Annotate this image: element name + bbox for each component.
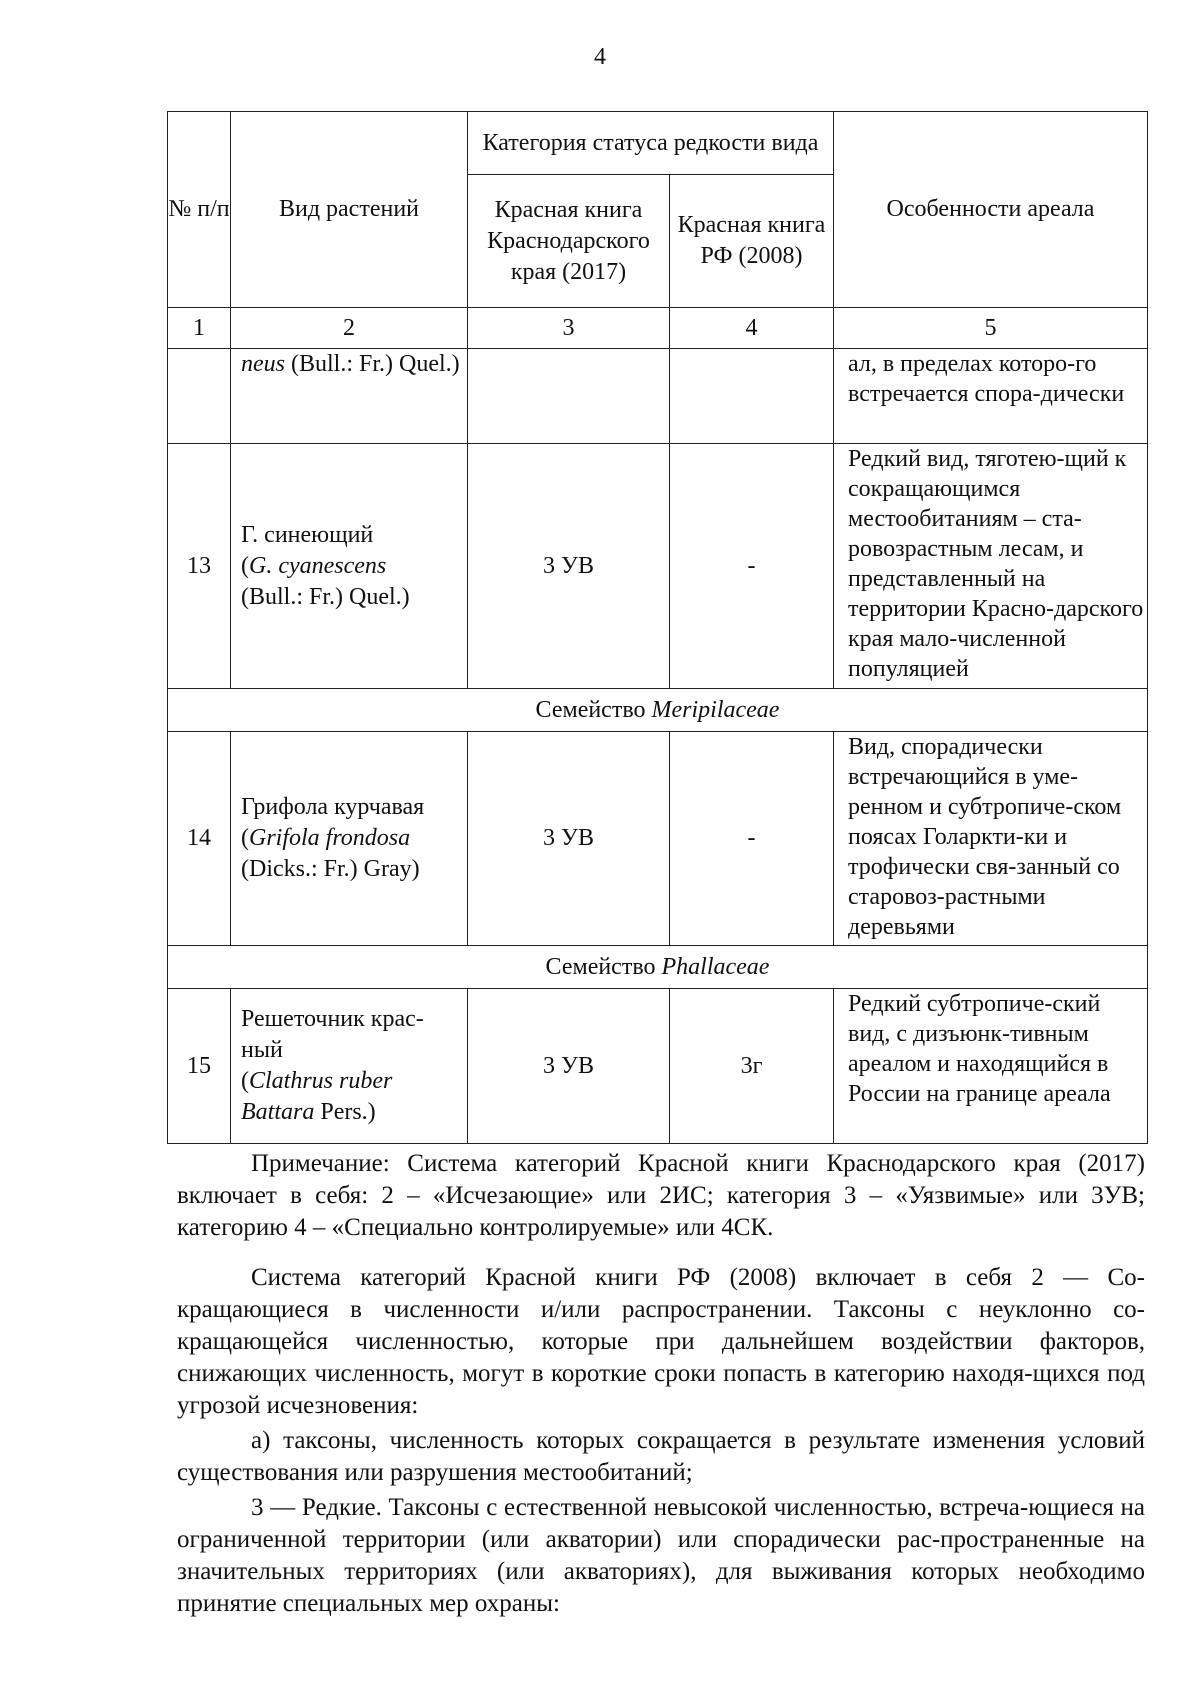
col-number: 5	[834, 308, 1148, 349]
col-number: 3	[468, 308, 670, 349]
column-numbers-row	[168, 308, 1148, 349]
species-name: Решеточник крас-ный (Clathrus ruber Battara Pers.)	[231, 989, 468, 1144]
range-description: Вид, спорадически встречающийся в уме-ренном и субтропиче-ском поясах Голаркти-ки и трофически свя-занный со старовоз-растными деревьями	[834, 732, 1148, 946]
red-book-rf-category: -	[670, 444, 834, 689]
species-author: (Bull.: Fr.) Quel.)	[241, 583, 410, 610]
range-description: Редкий вид, тяготею-щий к сокращающимся местообитаниям – ста-ровозрастным лесам, и представленный на территории Красно-дарского края мало-численной популяцией	[834, 444, 1148, 689]
species-latin: Grifola frondosa	[249, 825, 411, 851]
species-name	[231, 349, 468, 444]
row-num: 14	[168, 732, 231, 946]
family-row	[168, 689, 1148, 732]
species-latin: neus	[241, 351, 285, 377]
paragraph: Система категорий Красной книги РФ (2008) включает в себя 2 — Со-кращающиеся в численности и/или распространении. Таксоны с неуклонно со-кращающейся численностью, которые при дальнейшем воздействии факторов, снижающих численность, могут в короткие сроки попасть в категорию находя-щихся под угрозой исчезновения:	[177, 1264, 1145, 1419]
species-latin: Clathrus ruber Battara	[241, 1068, 393, 1125]
table-row	[168, 444, 1148, 689]
red-book-krasnodar-category: 3 УВ	[468, 732, 670, 946]
family-prefix: Семейство	[535, 696, 652, 723]
header-status-group: Категория статуса редкости вида	[468, 112, 834, 175]
species-common: Г. синеющий	[241, 521, 374, 548]
col-number: 4	[670, 308, 834, 349]
table-row	[168, 732, 1148, 946]
table-row	[168, 989, 1148, 1144]
row-num: 15	[168, 989, 231, 1144]
family-prefix: Семейство	[545, 953, 662, 980]
species-name: Г. синеющий (G. cyanescens (Bull.: Fr.) Quel.)	[231, 444, 468, 689]
table-row-continuation	[168, 349, 1148, 444]
family-name: Phallaceae	[661, 953, 770, 980]
page-number: 4	[594, 44, 606, 70]
species-common: Решеточник крас-ный	[241, 1006, 424, 1063]
red-book-krasnodar-category: 3 УВ	[468, 444, 670, 689]
range-description: Редкий субтропиче-ский вид, с дизъюнк-тивным ареалом и находящийся в России на границе ареала	[834, 989, 1148, 1144]
header-range: Особенности ареала	[834, 112, 1148, 308]
header-red-book-krasnodar: Красная книга Краснодарского края (2017)	[468, 175, 670, 308]
paragraph: а) таксоны, численность которых сокращается в результате изменения условий существования или разрушения местообитаний;	[177, 1427, 1145, 1486]
header-species: Вид растений	[231, 112, 468, 308]
col-number: 2	[231, 308, 468, 349]
species-latin: G. cyanescens	[249, 552, 387, 579]
family-row	[168, 946, 1148, 989]
species-author: Pers.)	[314, 1099, 376, 1125]
red-book-krasnodar-category: 3 УВ	[468, 989, 670, 1144]
row-num: 13	[168, 444, 231, 689]
species-author: (Dicks.: Fr.) Gray)	[241, 856, 420, 882]
red-book-rf-category: -	[670, 732, 834, 946]
species-common: Грифола курчавая	[241, 794, 425, 820]
header-red-book-rf: Красная книга РФ (2008)	[670, 175, 834, 308]
note-paragraph: Примечание: Система категорий Красной книги Краснодарского края (2017) включает в себя: 2 – «Исчезающие» или 2ИС; категория 3 – «Уязвимые» или 3УВ; категорию 4 – «Специально контролируемые» или 4СК.	[177, 1150, 1145, 1241]
range-description: ал, в пределах которо-го встречается спора-дически	[834, 349, 1148, 444]
header-num: № п/п	[168, 112, 231, 308]
rare-species-table	[167, 111, 1148, 1144]
species-author: (Bull.: Fr.) Quel.)	[285, 351, 460, 377]
body-text	[177, 1148, 1145, 1620]
species-name: Грифола курчавая (Grifola frondosa (Dicks.: Fr.) Gray)	[231, 732, 468, 946]
paragraph: 3 — Редкие. Таксоны с естественной невысокой численностью, встреча-ющиеся на ограниченной территории (или акватории) или спорадически рас-пространенные на значительных территориях (или акваториях), для выживания которых необходимо принятие специальных мер охраны:	[177, 1494, 1145, 1617]
col-number: 1	[168, 308, 231, 349]
family-name: Meripilaceae	[651, 696, 780, 723]
red-book-rf-category: 3г	[670, 989, 834, 1144]
